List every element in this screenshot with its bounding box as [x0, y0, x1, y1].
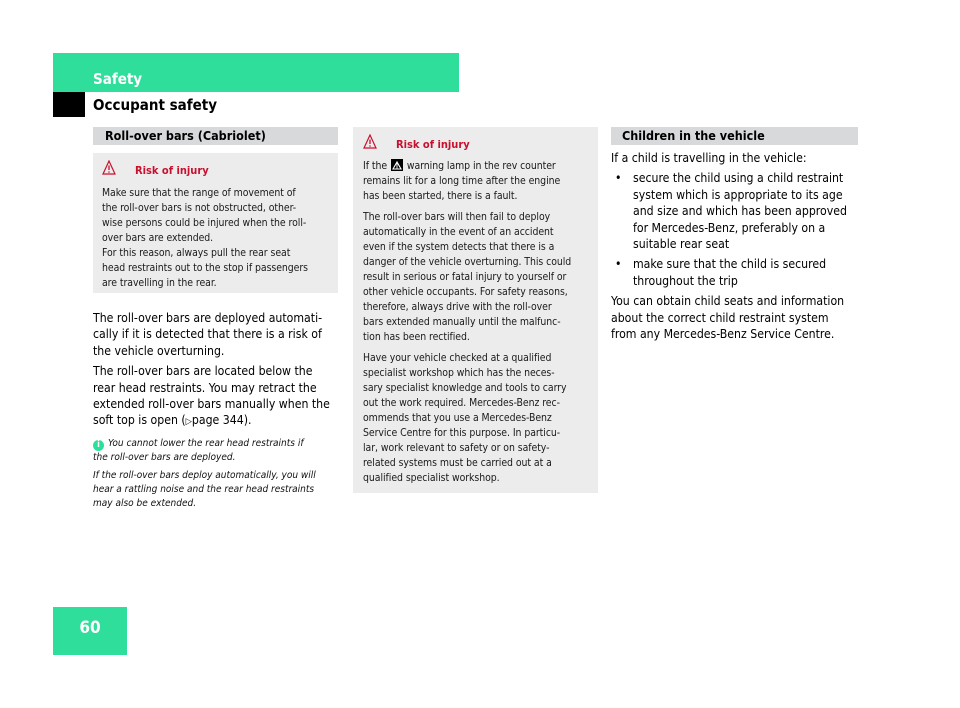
bullet-marker: •	[615, 171, 622, 186]
warning-line: result in serious or fatal injury to yourself or	[363, 271, 567, 283]
warning-line: over bars are extended.	[102, 232, 214, 244]
paragraph	[93, 310, 343, 359]
children-heading: Children in the vehicle	[611, 127, 858, 145]
warning-line: has been started, there is a fault.	[363, 190, 518, 202]
body-line: throughout the trip	[633, 273, 738, 288]
body-line: If a child is travelling in the vehicle:	[611, 151, 807, 165]
warning-line: ommends that you use a Mercedes-Benz	[363, 412, 552, 424]
body-line: and size and which has been approved	[633, 204, 847, 219]
rollover-body	[93, 310, 343, 511]
warning-line: the roll-over bars is not obstructed, other-	[102, 202, 297, 214]
warning-line: bars extended manually until the malfunc-	[363, 316, 561, 328]
info-icon: i	[93, 440, 104, 451]
warning-title-text: Risk of injury	[396, 138, 470, 151]
body-line: The roll-over bars are located below the	[93, 364, 313, 379]
warning-line	[363, 159, 589, 174]
body-line: cally if it is detected that there is a risk of	[93, 327, 322, 342]
body-line: make sure that the child is secured	[633, 257, 827, 272]
warning-line: remains lit for a long time after the engine	[363, 175, 561, 187]
note	[93, 437, 343, 465]
note	[93, 469, 343, 511]
note-line: the roll-over bars are deployed.	[93, 451, 236, 463]
warning-line: specialist workshop which has the neces-	[363, 367, 555, 379]
warning-line: Make sure that the range of movement of	[102, 187, 296, 199]
warning-line: therefore, always drive with the roll-over	[363, 301, 552, 313]
page-reference-link[interactable]: page 344).	[191, 413, 252, 428]
body-line: system which is appropriate to its age	[633, 187, 843, 202]
subsection-title: Occupant safety	[93, 96, 218, 114]
body-line	[93, 412, 343, 430]
warning-title	[363, 136, 589, 152]
warning-line: Have your vehicle checked at a qualified	[363, 352, 552, 364]
section-title: Safety	[93, 70, 143, 88]
warning-line: are travelling in the rear.	[102, 277, 217, 289]
warning-paragraph	[363, 159, 589, 204]
body-line: the vehicle overturning.	[93, 343, 225, 358]
page-reference-arrow-icon: ▷	[185, 417, 192, 428]
note-line	[93, 437, 343, 451]
warning-line: head restraints out to the stop if passengers	[102, 262, 308, 274]
warning-line: automatically in the event of an accident	[363, 226, 554, 238]
body-line: suitable rear seat	[633, 237, 730, 252]
rollover-warning-box	[93, 153, 338, 293]
paragraph	[611, 293, 861, 342]
warning-line: danger of the vehicle overturning. This could	[363, 256, 572, 268]
page-number: 60	[79, 618, 101, 638]
paragraph	[93, 363, 343, 431]
warning-line: sary specialist knowledge and tools to carry	[363, 382, 567, 394]
lamp-warning-box	[353, 127, 598, 493]
note-line: If the roll-over bars deploy automatically, you will	[93, 469, 316, 481]
warning-line: related systems must be carried out at a	[363, 457, 552, 469]
warning-fragment: warning lamp in the rev counter	[406, 160, 556, 172]
warning-triangle-icon	[102, 160, 116, 176]
warning-line: out the work required. Mercedes-Benz rec-	[363, 397, 560, 409]
warning-line: wise persons could be injured when the roll-	[102, 217, 307, 229]
warning-line: qualified specialist workshop.	[363, 472, 500, 484]
warning-paragraph	[363, 351, 589, 486]
warning-line: For this reason, always pull the rear seat	[102, 247, 291, 259]
section-marker	[53, 92, 85, 117]
note-line: hear a rattling noise and the rear head restraints	[93, 483, 315, 495]
warning-line: tion has been rectified.	[363, 331, 470, 343]
body-line: extended roll-over bars manually when the	[93, 397, 330, 412]
warning-body	[102, 186, 329, 291]
warning-line: other vehicle occupants. For safety reasons,	[363, 286, 568, 298]
warning-line: The roll-over bars will then fail to deploy	[363, 211, 551, 223]
warning-line: even if the system detects that there is a	[363, 241, 555, 253]
body-line: for Mercedes-Benz, preferably on a	[633, 220, 826, 235]
rollover-warning-lamp-icon	[391, 159, 403, 171]
body-line: about the correct child restraint system	[611, 310, 829, 325]
warning-line: Service Centre for this purpose. In particu-	[363, 427, 561, 439]
warning-paragraph	[363, 210, 589, 345]
body-line: You can obtain child seats and information	[611, 294, 845, 309]
list-item	[611, 170, 861, 252]
warning-title	[102, 162, 329, 178]
rollover-heading: Roll-over bars (Cabriolet)	[93, 127, 338, 145]
note-line: may also be extended.	[93, 497, 197, 509]
warning-fragment: If the	[363, 160, 388, 172]
bullet-marker: •	[615, 257, 622, 272]
children-body	[611, 150, 861, 342]
warning-title-text: Risk of injury	[135, 164, 209, 177]
body-line: rear head restraints. You may retract the	[93, 380, 317, 395]
body-line: secure the child using a child restraint	[633, 171, 844, 186]
body-line: The roll-over bars are deployed automati-	[93, 311, 323, 325]
note-fragment: You cannot lower the rear head restraints if	[108, 437, 304, 449]
list-item	[611, 256, 861, 289]
warning-triangle-icon	[363, 134, 377, 150]
body-line: from any Mercedes-Benz Service Centre.	[611, 327, 835, 342]
body-fragment: soft top is open (	[93, 413, 186, 428]
warning-line: lar, work relevant to safety or on safety-	[363, 442, 550, 454]
